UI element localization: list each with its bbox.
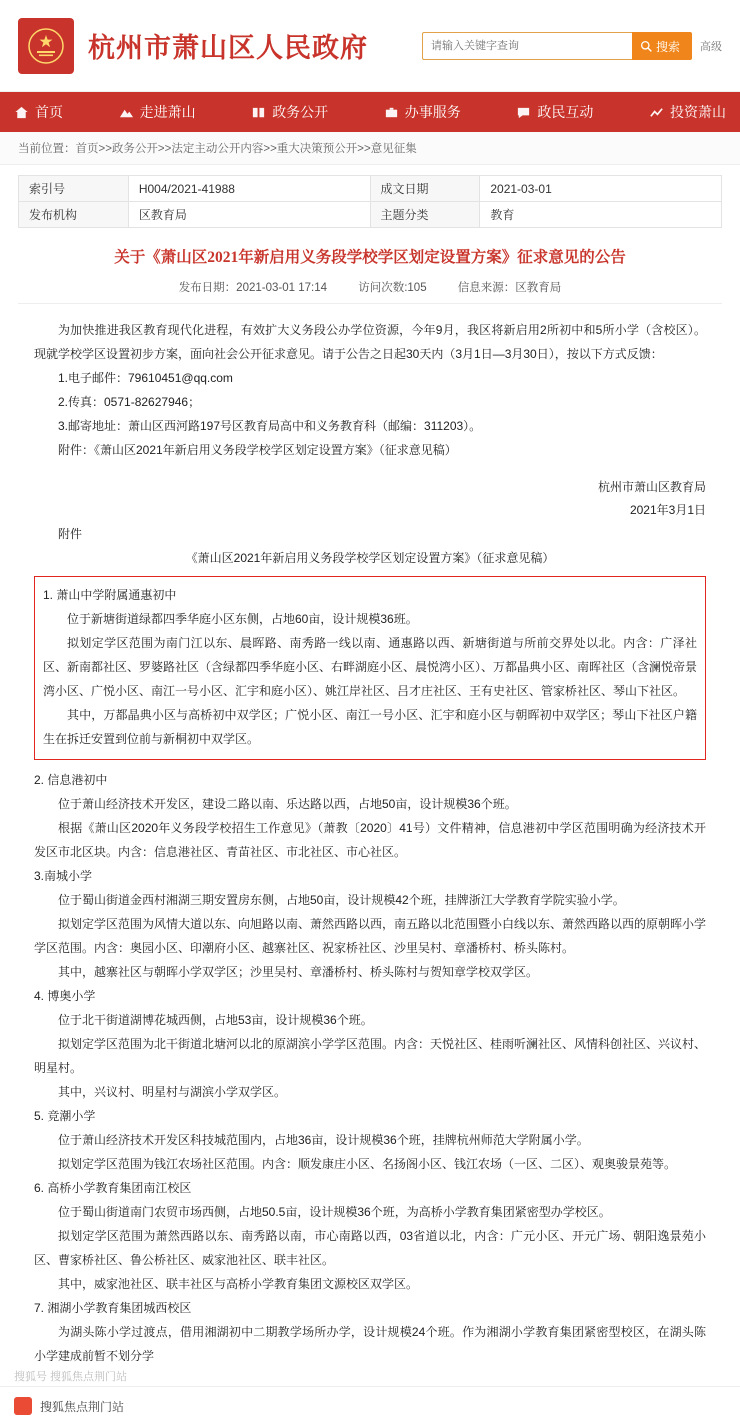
document-meta [18,279,722,304]
paragraph: 1.电子邮件：79610451@qq.com [58,371,233,386]
visit-count: 访问次数:105 [358,282,427,295]
table-row [19,202,722,228]
search-icon [640,40,653,53]
nav-label: 投资萧山 [669,104,726,120]
section-line: 位于蜀山街道南门农贸市场西侧，占地50.5亩，设计规模36个班，为高桥小学教育集团紧密型办学校区。 [58,1204,611,1219]
highlighted-section [34,576,706,760]
info-label: 索引号 [19,176,129,202]
section-heading: 5. 竞潮小学 [34,1108,96,1123]
paragraph: 3.邮寄地址：萧山区西河路197号区教育局高中和义务教育科（邮编：311203）。 [58,419,482,434]
section-line: 位于新塘街道绿都四季华庭小区东侧，占地60亩，设计规模36班。 [67,611,418,626]
search-input[interactable] [422,32,632,60]
section-line: 位于萧山经济技术开发区科技城范围内，占地36亩，设计规模36个班，挂牌杭州师范大学附属小学。 [58,1132,589,1147]
section-line: 其中，万都晶典小区与高桥初中双学区；广悦小区、南江一号小区、汇宇和庭小区与朝晖初中双学区；琴山下社区户籍生在拆迁安置到位前与新桐初中双学区。 [43,707,697,746]
search-area [422,32,722,60]
nav-label: 政民互动 [537,104,594,120]
breadcrumb[interactable]: 当前位置：首页>>政务公开>>法定主动公开内容>>重大决策预公开>>意见征集 [0,132,740,165]
info-value: 2021-03-01 [480,176,722,202]
section-line: 其中，威家池社区、联丰社区与高桥小学教育集团文源校区双学区。 [58,1276,419,1291]
section-heading: 4. 博奥小学 [34,988,96,1003]
nav-label: 办事服务 [404,104,461,120]
info-value: 教育 [480,202,722,228]
home-icon [14,105,29,120]
publish-date: 发布日期：2021-03-01 17:14 [178,282,327,295]
signature-org: 杭州市萧山区教育局 [597,480,706,495]
document-title: 关于《萧山区2021年新启用义务段学校学区划定设置方案》征求意见的公告 [114,249,626,266]
section-line: 拟划定学区范围为萧然西路以东、南秀路以南，市心南路以西，03省道以北，内含：广元小区、开元广场、朝阳逸景苑小区、曹家桥社区、鲁公桥社区、威家池社区、联丰社区。 [34,1228,706,1267]
paragraph: 附件：《萧山区2021年新启用义务段学校学区划定设置方案》（征求意见稿） [58,443,457,458]
paragraph: 2.传真：0571-82627946； [58,395,201,410]
nav-item-interaction[interactable] [516,102,593,122]
document-info-table [18,175,722,228]
section-line: 根据《萧山区2020年义务段学校招生工作意见》（萧教〔2020〕41号）文件精神，信息港初中学区范围明确为经济技术开发区市北区块。内含：信息港社区、青苗社区、市北社区、市心社区。 [34,820,706,859]
main-nav [0,92,740,132]
nav-item-investment[interactable] [649,102,726,122]
page-title: 杭州市萧山区人民政府 [88,33,368,63]
attachment-label: 附件 [58,526,83,541]
book-icon [251,105,266,120]
table-row [19,176,722,202]
nav-item-services[interactable] [384,102,461,122]
chart-icon [649,105,664,120]
site-header [0,0,740,92]
section-heading: 3.南城小学 [34,868,93,883]
paragraph: 为加快推进我区教育现代化进程，有效扩大义务段公办学位资源，今年9月，我区将新启用2所初中和5所小学（含校区）。现就学校学区设置初步方案，面向社会公开征求意见。请于公告之日起30天内（3月1日—3月30日），按以下方式反馈： [34,323,706,362]
nav-item-affairs-open[interactable] [251,102,328,122]
mountain-icon [119,105,134,120]
section-line: 拟划定学区范围为钱江农场社区范围。内含：顺发康庄小区、名扬阁小区、钱江农场（一区、二区）、观奥骏景苑等。 [58,1156,677,1171]
signature-date: 2021年3月1日 [629,503,706,518]
section-heading: 1. 萧山中学附属通惠初中 [43,587,177,602]
advanced-search-link[interactable]: 高级 [700,41,722,53]
section-heading: 7. 湘湖小学教育集团城西校区 [34,1300,192,1315]
section-line: 拟划定学区范围为南门江以东、晨晖路、南秀路一线以南、通惠路以西、新塘街道与所前交界处以北。内含：广泽社区、新南都社区、罗婆路社区（含绿都四季华庭小区、右畔湖庭小区、晨悦湾小区）、万都晶典小区、南晖社区（含澜悦帝景湾小区、广悦小区、南江一号小区、汇宇和庭小区）、姚江岸社区、吕才庄社区、王有史社区、管家桥社区、琴山下社区。 [43,635,698,698]
nav-item-about[interactable] [119,102,196,122]
section-line: 位于蜀山街道金西村湘湖三期安置房东侧，占地50亩，设计规模42个班，挂牌浙江大学教育学院实验小学。 [58,892,625,907]
site-footer [0,1386,740,1426]
watermark: 搜狐号 搜狐焦点荆门站 [14,1370,128,1383]
info-label: 主题分类 [370,202,480,228]
signature-block [34,476,706,522]
info-value: H004/2021-41988 [128,176,370,202]
section-line: 拟划定学区范围为北干街道北塘河以北的原湖滨小学学区范围。内含：天悦社区、桂雨听澜社区、风情科创社区、兴议村、明星村。 [34,1036,707,1075]
search-button-label: 搜索 [655,39,680,54]
info-label: 发布机构 [19,202,129,228]
section-line: 为湖头陈小学过渡点，借用湘湖初中二期教学场所办学，设计规模24个班。作为湘湖小学教育集团紧密型校区，在湖头陈小学建成前暂不划分学 [34,1324,706,1363]
info-label: 成文日期 [370,176,480,202]
section-line: 拟划定学区范围为风情大道以东、向旭路以南、萧然西路以西，南五路以北范围暨小白线以东、萧然西路以西的原朝晖小学学区范围。内含：奥园小区、印潮府小区、越寨社区、祝家桥社区、沙里吴村、章潘桥村、桥头陈村。 [34,916,707,955]
nav-item-home[interactable] [14,102,63,122]
briefcase-icon [384,105,399,120]
section-line: 位于北干街道湖博花城西侧，占地53亩，设计规模36个班。 [58,1012,373,1027]
section-heading: 2. 信息港初中 [34,772,108,787]
search-button[interactable] [632,32,692,60]
document-source: 信息来源：区教育局 [457,282,562,295]
info-value: 区教育局 [128,202,370,228]
section-line: 其中，兴议村、明星村与湖滨小学双学区。 [58,1084,287,1099]
section-line: 位于萧山经济技术开发区，建设二路以南、乐达路以西，占地50亩，设计规模36个班。 [58,796,517,811]
nav-label: 政务公开 [272,104,329,120]
sohu-logo-icon [14,1397,32,1415]
nav-label: 首页 [35,104,63,120]
section-line: 其中，越寨社区与朝晖小学双学区；沙里吴村、章潘桥村、桥头陈村与贺知章学校双学区。 [58,964,539,979]
section-heading: 6. 高桥小学教育集团南江校区 [34,1180,192,1195]
footer-brand: 搜狐焦点荆门站 [40,1399,125,1414]
nav-label: 走进萧山 [139,104,196,120]
chat-icon [516,105,531,120]
attachment-title: 《萧山区2021年新启用义务段学校学区划定设置方案》（征求意见稿） [185,550,555,565]
document-body [34,304,706,1368]
national-emblem-icon [18,18,74,74]
